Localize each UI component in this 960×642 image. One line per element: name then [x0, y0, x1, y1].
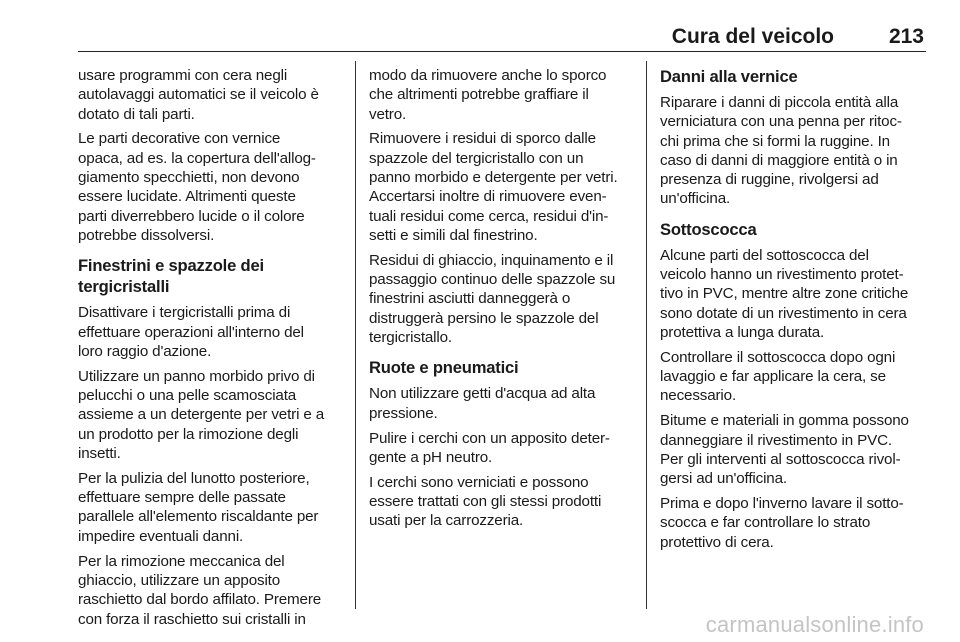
- text-line: Utilizzare un panno morbido privo di: [78, 367, 315, 385]
- text-line: Per la pulizia del lunotto posteriore,: [78, 469, 310, 487]
- paragraph: [369, 384, 634, 423]
- text-line: effettuare sempre delle passate: [78, 489, 286, 507]
- text-line: che altrimenti potrebbe graffiare il: [369, 86, 589, 104]
- text-line: Per la rimozione meccanica del: [78, 552, 285, 570]
- section-title: Cura del veicolo: [671, 25, 834, 48]
- text-line: effettuare operazioni all'interno del: [78, 323, 304, 341]
- text-line: vetro.: [369, 105, 407, 123]
- paragraph: [78, 66, 350, 124]
- text-line: protettiva a lunga durata.: [660, 323, 825, 341]
- paragraph: [660, 246, 928, 342]
- page-header: [78, 25, 926, 52]
- text-column-2: [369, 66, 634, 536]
- paragraph: [369, 251, 634, 347]
- text-line: setti e simili dal finestrino.: [369, 226, 538, 244]
- text-line: un prodotto per la rimozione degli: [78, 425, 299, 443]
- text-line: parallele all'elemento riscaldante per: [78, 508, 319, 526]
- text-line: tuali residui come cerca, residui d'in-: [369, 207, 609, 225]
- text-line: danneggiare il rivestimento in PVC.: [660, 431, 892, 449]
- paragraph: [78, 469, 350, 546]
- paragraph: [660, 411, 928, 488]
- paragraph: [369, 429, 634, 468]
- text-line: pressione.: [369, 404, 438, 422]
- text-line: ghiaccio, utilizzare un apposito: [78, 571, 281, 589]
- column-divider-2: [646, 61, 647, 609]
- text-line: Sottoscocca: [660, 219, 757, 239]
- text-line: panno morbido e detergente per vetri.: [369, 169, 618, 187]
- text-line: finestrini asciutti danneggerà o: [369, 290, 571, 308]
- text-line: passaggio continuo delle spazzole su: [369, 271, 616, 289]
- text-line: Riparare i danni di piccola entità alla: [660, 94, 899, 111]
- text-line: necessario.: [660, 387, 737, 405]
- text-line: scocca e far controllare lo strato: [660, 514, 871, 532]
- section-heading: [660, 219, 928, 240]
- text-line: presenza di ruggine, rivolgersi ad: [660, 171, 879, 189]
- section-heading: [369, 357, 634, 378]
- text-line: parti diverrebbero lucide o il colore: [78, 207, 305, 225]
- text-line: modo da rimuovere anche lo sporco: [369, 67, 607, 84]
- text-line: Finestrini e spazzole dei: [78, 256, 264, 276]
- text-line: impedire eventuali danni.: [78, 527, 244, 545]
- text-line: Bitume e materiali in gomma possono: [660, 412, 909, 430]
- column-divider-1: [355, 61, 356, 609]
- text-line: un'officina.: [660, 190, 731, 208]
- text-line: gente a pH neutro.: [369, 448, 493, 466]
- text-line: Alcune parti del sottoscocca del: [660, 246, 869, 264]
- text-line: autolavaggi automatici se il veicolo è: [78, 86, 319, 104]
- paragraph: [78, 367, 350, 463]
- paragraph: [660, 93, 928, 209]
- text-line: assieme a un detergente per vetri e a: [78, 406, 325, 424]
- paragraph: [369, 129, 634, 245]
- text-line: potrebbe dissolversi.: [78, 226, 215, 244]
- text-line: Pulire i cerchi con un apposito deter-: [369, 429, 610, 447]
- text-line: tergicristalli: [78, 277, 170, 297]
- text-line: Danni alla vernice: [660, 67, 798, 86]
- paragraph: [78, 303, 350, 361]
- text-line: gersi ad un'officina.: [660, 470, 787, 488]
- text-line: tergicristallo.: [369, 329, 452, 347]
- text-line: sono dotate di un rivestimento in cera: [660, 304, 907, 322]
- text-line: giamento specchietti, non devono: [78, 169, 300, 187]
- text-line: spazzole del tergicristallo con un: [369, 149, 584, 167]
- page-number: 213: [888, 25, 924, 48]
- text-line: Controllare il sottoscocca dopo ogni: [660, 348, 896, 366]
- text-line: loro raggio d'azione.: [78, 342, 212, 360]
- text-column-3: [660, 66, 928, 558]
- paragraph: [78, 129, 350, 245]
- text-line: Residui di ghiaccio, inquinamento e il: [369, 251, 614, 269]
- text-line: verniciatura con una penna per ritoc-: [660, 113, 902, 131]
- text-line: raschietto dal bordo affilato. Premere: [78, 591, 322, 609]
- text-line: usati per la carrozzeria.: [369, 512, 524, 530]
- paragraph: [660, 348, 928, 406]
- paragraph: [78, 552, 350, 629]
- text-line: lavaggio e far applicare la cera, se: [660, 368, 886, 386]
- section-heading: [78, 255, 350, 297]
- text-column-1: [78, 66, 350, 634]
- text-line: con forza il raschietto sui cristalli in: [78, 610, 306, 628]
- text-line: protettivo di cera.: [660, 533, 774, 551]
- text-line: Le parti decorative con vernice: [78, 130, 281, 148]
- text-line: I cerchi sono verniciati e possono: [369, 473, 589, 491]
- text-line: Per gli interventi al sottoscocca rivol-: [660, 450, 901, 468]
- text-line: chi prima che si formi la ruggine. In: [660, 132, 890, 150]
- text-line: Non utilizzare getti d'acqua ad alta: [369, 385, 596, 403]
- text-line: caso di danni di maggiore entità o in: [660, 151, 898, 169]
- text-line: insetti.: [78, 444, 121, 462]
- text-line: essere trattati con gli stessi prodotti: [369, 493, 602, 511]
- paragraph: [369, 473, 634, 531]
- text-line: veicolo hanno un rivestimento protet-: [660, 266, 904, 284]
- text-line: essere lucidate. Altrimenti queste: [78, 188, 296, 206]
- text-line: pelucchi o una pelle scamosciata: [78, 387, 297, 405]
- text-line: Prima e dopo l'inverno lavare il sotto-: [660, 495, 904, 513]
- text-line: tivo in PVC, mentre altre zone critiche: [660, 285, 909, 303]
- text-line: dotato di tali parti.: [78, 105, 195, 123]
- section-heading: [660, 66, 928, 87]
- text-line: Accertarsi inoltre di rimuovere even-: [369, 188, 607, 206]
- text-line: Ruote e pneumatici: [369, 358, 519, 378]
- paragraph: [369, 66, 634, 124]
- text-line: distruggerà persino le spazzole del: [369, 309, 599, 327]
- text-line: Rimuovere i residui di sporco dalle: [369, 130, 596, 148]
- text-line: Disattivare i tergicristalli prima di: [78, 304, 291, 322]
- watermark-text: carmanualsonline.info: [705, 612, 924, 637]
- paragraph: [660, 494, 928, 552]
- text-line: usare programmi con cera negli: [78, 67, 288, 84]
- text-line: opaca, ad es. la copertura dell'allog-: [78, 149, 316, 167]
